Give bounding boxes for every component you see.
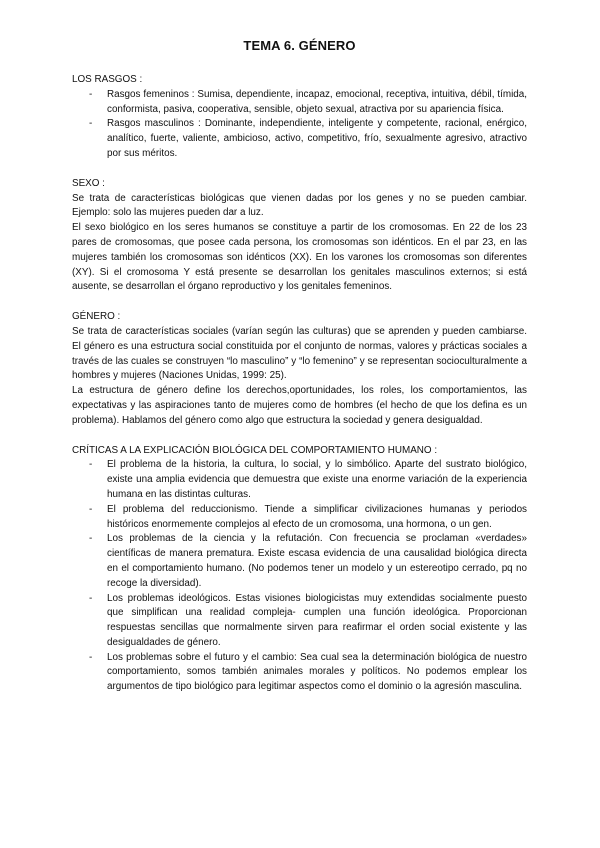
page-title: TEMA 6. GÉNERO	[243, 38, 356, 53]
sexo-paragraph-1: Se trata de características biológicas que vienen dadas por los genes y no se pueden cambiar. Ejemplo: solo las mujeres pueden dar a luz.	[72, 192, 527, 219]
list-item	[89, 651, 527, 695]
dash-bullet: -	[89, 592, 93, 604]
dash-bullet: -	[89, 459, 93, 471]
section-criticas	[72, 444, 527, 696]
list-item	[89, 532, 527, 591]
rasgos-list	[72, 88, 527, 162]
list-item	[89, 88, 527, 118]
dash-bullet: -	[89, 533, 93, 545]
section-genero	[72, 310, 527, 428]
criticas-list	[72, 458, 527, 695]
dash-bullet: -	[89, 651, 93, 663]
list-item	[89, 503, 527, 533]
section-rasgos	[72, 73, 527, 162]
dash-bullet: -	[89, 88, 93, 100]
list-item-text: Los problemas ideológicos. Estas visiones biologicistas muy extendidas socialmente puesto que simplifican una realidad compleja- cumplen una función ideológica. Proporcionan respuestas sencillas que normalmente sirven para reafirmar el orden social existente y las desigualdades de género.	[107, 592, 527, 648]
sexo-heading: SEXO :	[72, 177, 105, 189]
genero-paragraph-1: Se trata de características sociales (varían según las culturas) que se aprenden y pueden cambiarse. El género es una estructura social constituida por el conjunto de normas, valores y prácticas sociales a través de las cuales se construyen “lo masculino” y “lo femenino” y se representan socioculturalmente a hombres y mujeres (Naciones Unidas, 1999: 25).	[72, 325, 527, 382]
list-item-text: El problema de la historia, la cultura, lo social, y lo simbólico. Aparte del sustrato biológico, existe una amplia evidencia que demuestra que existe una enorme variación de la experiencia humana en las distintas culturas.	[107, 459, 527, 500]
criticas-heading: CRÍTICAS A LA EXPLICACIÓN BIOLÓGICA DEL COMPORTAMIENTO HUMANO :	[72, 444, 438, 456]
list-item-text: Los problemas sobre el futuro y el cambio: Sea cual sea la determinación biológica de nuestro comportamiento, somos también animales morales y políticos. No podemos emplear los argumentos de tipo biológico para legitimar aspectos como el dominio o la agresión masculina.	[107, 651, 527, 693]
list-item	[89, 592, 527, 651]
sexo-paragraph-2: El sexo biológico en los seres humanos se constituye a partir de los cromosomas. En 22 de los 23 pares de cromosomas, que posee cada persona, los cromosomas son idénticos. En el par 23, en las mujeres también los cromosomas son idénticos (XX). En los varones los cromosomas son diferentes (XY). Si el cromosoma Y está presente se desarrollan los genitales masculinos externos; si está ausente, se desarrollan el órgano reproductivo y los genitales femeninos.	[72, 222, 527, 293]
list-item	[89, 458, 527, 502]
list-item-text: El problema del reduccionismo. Tiende a simplificar civilizaciones humanas y periodos históricos enormemente complejos al efecto de un cromosoma, una hormona, o un gen.	[107, 503, 527, 530]
list-item	[89, 117, 527, 161]
genero-paragraph-2: La estructura de género define los derechos,oportunidades, los roles, los comportamientos, las expectativas y las aspiraciones tanto de mujeres como de hombres (el hecho de que los defina es un problema). Hablamos del género como algo que estructura la sociedad y genera desigualdad.	[72, 385, 527, 426]
list-item-text: Los problemas de la ciencia y la refutación. Con frecuencia se proclaman «verdades» científicas de manera prematura. Existe escasa evidencia de una causalidad biológica directa en el comportamiento humano. (No podemos tener un modelo y un estereotipo cerrado, pq no recoge la diversidad).	[107, 533, 527, 589]
dash-bullet: -	[89, 118, 93, 130]
genero-heading: GÉNERO :	[72, 311, 121, 323]
list-item-text: Rasgos masculinos : Dominante, independiente, inteligente y competente, racional, enérgico, analítico, fuerte, valiente, ambicioso, activo, competitivo, frío, sexualmente agresivo, atractivo por sus méritos.	[107, 118, 527, 159]
document-page	[72, 38, 527, 695]
dash-bullet: -	[89, 503, 93, 515]
section-sexo	[72, 177, 527, 295]
rasgos-heading: LOS RASGOS :	[72, 74, 143, 85]
list-item-text: Rasgos femeninos : Sumisa, dependiente, incapaz, emocional, receptiva, intuitiva, débil, tímida, conformista, pasiva, cooperativa, sensible, objeto sexual, atractiva por su apariencia física.	[107, 88, 527, 115]
